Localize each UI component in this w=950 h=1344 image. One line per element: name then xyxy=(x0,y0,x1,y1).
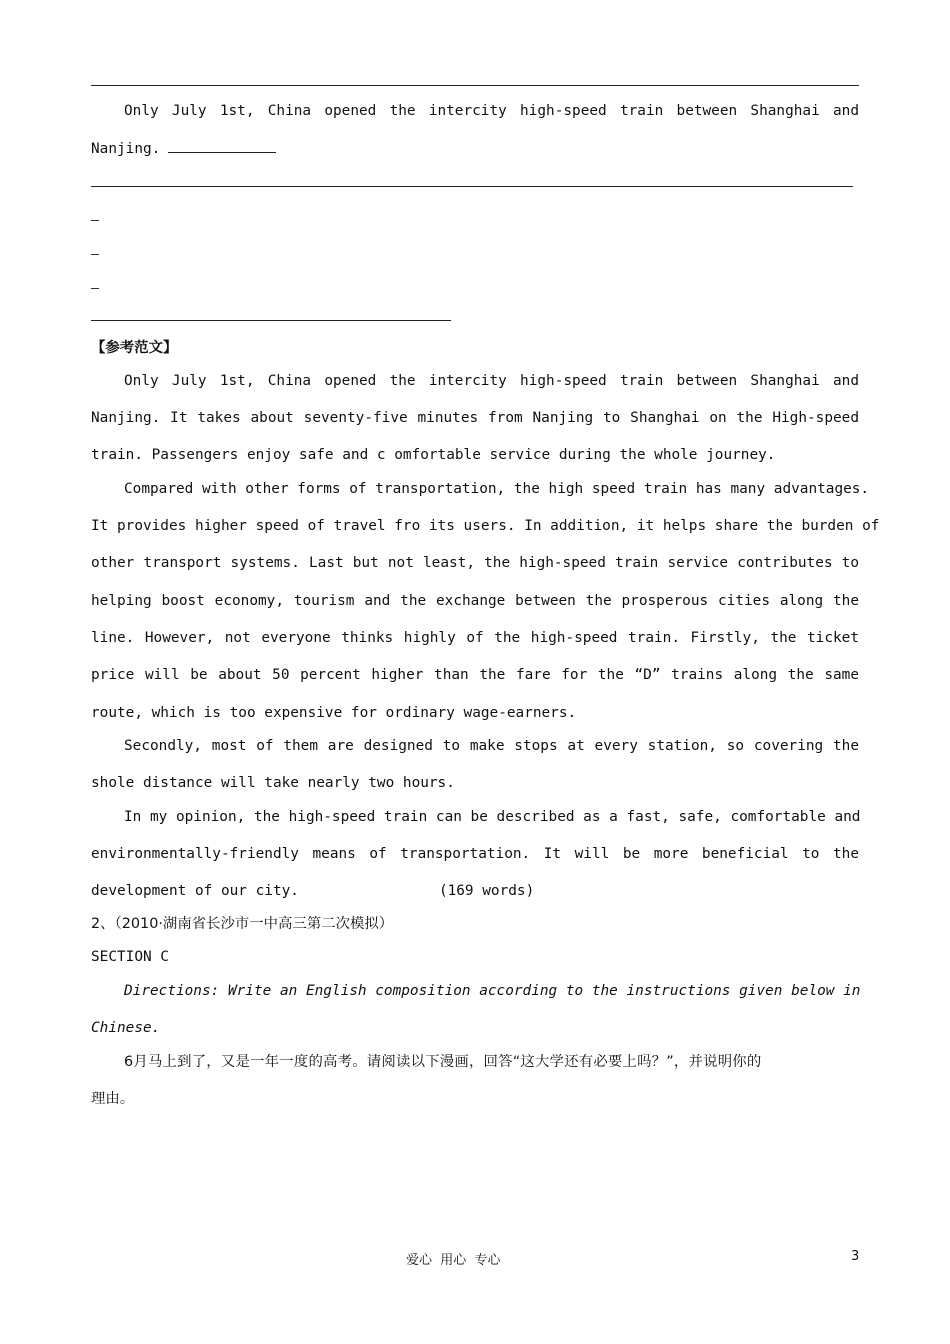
sample-p2-line-6: price will be about 50 percent higher than the fare for the “D” trains along the same xyxy=(91,667,859,683)
top-rule xyxy=(91,85,859,86)
sample-p1-line-1: Only July 1st, China opened the intercity high-speed train between Shanghai and xyxy=(124,373,859,389)
directions-line-2: Chinese. xyxy=(91,1020,161,1036)
writing-dash-1 xyxy=(91,220,99,221)
sample-p3-line-2: shole distance will take nearly two hours. xyxy=(91,775,455,791)
prompt-line-1: Only July 1st, China opened the intercity high-speed train between Shanghai and xyxy=(124,103,859,119)
sample-p4-line-2: environmentally-friendly means of transportation. It will be more beneficial to the xyxy=(91,846,859,862)
footer-motto: 爱心 用心 专心 xyxy=(406,1253,501,1268)
sample-p4-line-3 xyxy=(91,881,859,901)
page-number: 3 xyxy=(851,1249,860,1264)
sample-p1-line-2: Nanjing. It takes about seventy-five minutes from Nanjing to Shanghai on the High-speed xyxy=(91,410,859,426)
prompt-line-2 xyxy=(91,138,859,159)
writing-rule-1 xyxy=(91,186,853,187)
section-label: SECTION C xyxy=(91,949,169,965)
word-count: (169 words) xyxy=(438,883,535,899)
chinese-instruction-line-2: 理由。 xyxy=(91,1091,135,1107)
sample-p4-last-text: development of our city. xyxy=(91,883,299,899)
sample-p2-line-4: helping boost economy, tourism and the exchange between the prosperous cities along the xyxy=(91,593,859,609)
sample-p4-line-1: In my opinion, the high-speed train can be described as a fast, safe, comfortable and xyxy=(124,809,861,825)
sample-p3-line-1: Secondly, most of them are designed to make stops at every station, so covering the xyxy=(124,738,859,754)
writing-dash-3 xyxy=(91,288,99,289)
chinese-instruction-line-1: 6月马上到了，又是一年一度的高考。请阅读以下漫画，回答“这大学还有必要上吗？”，并说明你的 xyxy=(124,1054,762,1070)
sample-p2-line-2: It provides higher speed of travel fro its users. In addition, it helps share the burden of xyxy=(91,518,880,534)
prompt-line-2-text: Nanjing. xyxy=(91,141,161,157)
directions-line-1: Directions: Write an English composition according to the instructions given below in xyxy=(124,983,861,999)
writing-rule-2 xyxy=(91,320,451,321)
sample-p1-line-3: train. Passengers enjoy safe and c omfortable service during the whole journey. xyxy=(91,447,776,463)
sample-p2-line-3: other transport systems. Last but not least, the high-speed train service contributes to xyxy=(91,555,859,571)
sample-p2-line-1: Compared with other forms of transportation, the high speed train has many advantages. xyxy=(124,481,870,497)
sample-p2-line-5: line. However, not everyone thinks highly of the high-speed train. Firstly, the ticket xyxy=(91,630,859,646)
answer-blank xyxy=(168,138,276,153)
question-2-header: 2、（2010·湖南省长沙市一中高三第二次模拟） xyxy=(91,916,394,932)
sample-heading: 【参考范文】 xyxy=(91,340,178,356)
sample-p2-line-7: route, which is too expensive for ordinary wage-earners. xyxy=(91,705,577,721)
writing-dash-2 xyxy=(91,254,99,255)
